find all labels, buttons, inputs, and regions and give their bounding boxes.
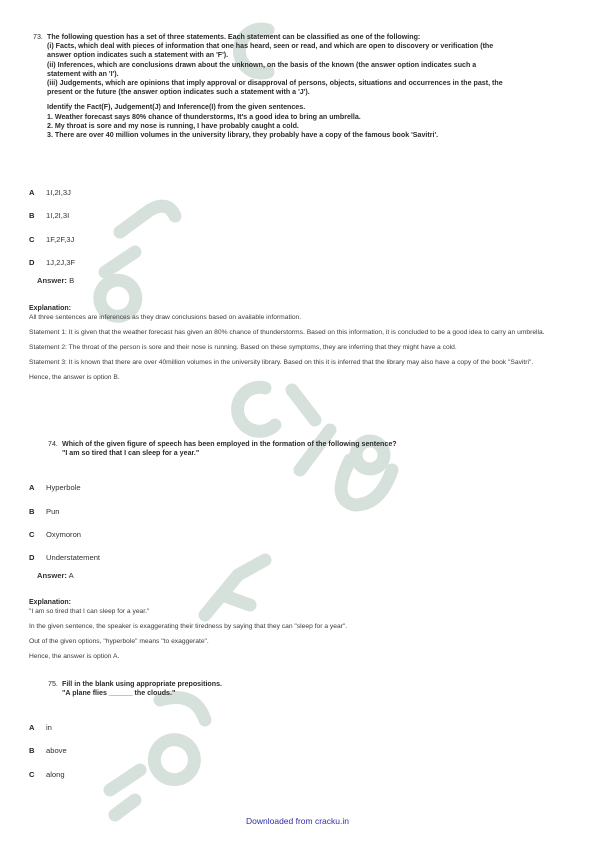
option-text: Hyperbole	[46, 483, 81, 492]
option-text: 1F,2F,3J	[46, 235, 75, 244]
question-text-line: (ii) Inferences, which are conclusions drawn about the unknown, on the basis of the known (the answer option indicates such a	[47, 60, 477, 69]
question-text-line: Fill in the blank using appropriate prepositions.	[62, 680, 223, 688]
option-b[interactable]	[29, 211, 69, 220]
question-text-line: Which of the given figure of speech has been employed in the formation of the following sentence?	[62, 440, 397, 448]
option-c[interactable]	[29, 235, 74, 244]
option-text: 1I,2I,3I	[46, 211, 70, 220]
answer-value: A	[68, 571, 74, 580]
statement-3: 3. There are over 40 million volumes in the university library, they probably have a copy of the famous book 'Savitri'.	[47, 131, 439, 140]
question-73	[33, 33, 568, 140]
explanation-line: Hence, the answer is option A.	[29, 653, 120, 660]
option-d[interactable]	[29, 553, 100, 562]
answer-73	[37, 276, 74, 285]
footer-download-link[interactable]: Downloaded from cracku.in	[246, 816, 349, 826]
option-letter: D	[29, 258, 35, 267]
explanation-line: Out of the given options, "hyperbole" means "to exaggerate".	[29, 638, 209, 645]
question-text-line: (iii) Judgements, which are opinions that imply approval or disapproval of persons, objects, situations and occurrences in the past, the	[47, 79, 503, 88]
option-letter: B	[29, 211, 35, 220]
statement-1: 1. Weather forecast says 80% chance of thunderstorms, It's a good idea to bring an umbrella.	[47, 112, 361, 121]
option-letter: C	[29, 530, 35, 539]
option-text: 1I,2I,3J	[46, 188, 71, 197]
option-letter: B	[29, 746, 35, 755]
answer-value: B	[69, 276, 75, 285]
question-sentence: "A plane flies ______ the clouds."	[62, 689, 176, 698]
explanation-heading: Explanation:	[29, 305, 72, 312]
option-text: 1J,2J,3F	[46, 258, 76, 267]
explanation-heading: Explanation:	[29, 599, 72, 606]
option-text: Understatement	[46, 553, 101, 562]
question-instruction: Identify the Fact(F), Judgement(J) and Inference(I) from the given sentences.	[47, 103, 306, 112]
option-letter: A	[29, 723, 35, 732]
option-letter: C	[29, 235, 35, 244]
question-75	[48, 680, 568, 698]
explanation-74	[29, 598, 564, 667]
option-a[interactable]	[29, 188, 71, 197]
explanation-line: Statement 1: It is given that the weather forecast has given an 80% chance of thunderstorms. Based on this information, it is concluded to be a good idea to carry an umbrella.	[29, 329, 545, 336]
option-text: in	[46, 723, 52, 732]
question-text-line: present or the future (the answer option indicates such a statement with a 'J').	[47, 88, 310, 97]
option-b[interactable]	[29, 746, 67, 755]
question-text-line: statement with an 'I').	[47, 69, 119, 78]
option-a[interactable]	[29, 723, 52, 732]
option-letter: D	[29, 553, 35, 562]
explanation-line: "I am so tired that I can sleep for a year."	[29, 608, 150, 615]
option-d[interactable]	[29, 258, 75, 267]
explanation-line: All three sentences are inferences as they draw conclusions based on available information.	[29, 314, 302, 321]
explanation-73	[29, 304, 564, 388]
option-text: along	[46, 770, 65, 779]
answer-label: Answer:	[37, 571, 67, 580]
explanation-line: Statement 3: It is known that there are over 40million volumes in the university library. Based on this it is inferred that the library may also have a copy of the book "Savitri".	[29, 359, 534, 366]
option-c[interactable]	[29, 770, 65, 779]
option-text: Oxymoron	[46, 530, 82, 539]
explanation-line: In the given sentence, the speaker is exaggerating their tiredness by saying that they can "sleep for a year".	[29, 623, 348, 630]
question-text-line: The following question has a set of three statements. Each statement can be classified as one of the following:	[47, 33, 421, 41]
option-letter: A	[29, 483, 35, 492]
option-text: Pun	[46, 507, 60, 516]
question-number: 73.	[33, 33, 43, 41]
option-letter: B	[29, 507, 35, 516]
explanation-line: Hence, the answer is option B.	[29, 374, 120, 381]
option-b[interactable]	[29, 507, 60, 516]
option-letter: A	[29, 188, 35, 197]
answer-74	[37, 571, 74, 580]
option-letter: C	[29, 770, 35, 779]
option-c[interactable]	[29, 530, 81, 539]
question-74	[48, 440, 568, 458]
option-text: above	[46, 746, 67, 755]
question-sentence: "I am so tired that I can sleep for a year."	[62, 449, 200, 458]
question-text-line: answer option indicates such a statement with an 'F').	[47, 51, 229, 60]
question-text-line: (i) Facts, which deal with pieces of information that one has heard, seen or read, and which are open to discovery or verification (the	[47, 42, 494, 51]
statement-2: 2. My throat is sore and my nose is running, I have probably caught a cold.	[47, 121, 299, 130]
answer-label: Answer:	[37, 276, 67, 285]
explanation-line: Statement 2: The throat of the person is sore and their nose is running. Based on these symptoms, they are inferring that they might have a cold.	[29, 344, 457, 351]
option-a[interactable]	[29, 483, 81, 492]
question-number: 75.	[48, 680, 58, 688]
question-number: 74.	[48, 440, 58, 448]
